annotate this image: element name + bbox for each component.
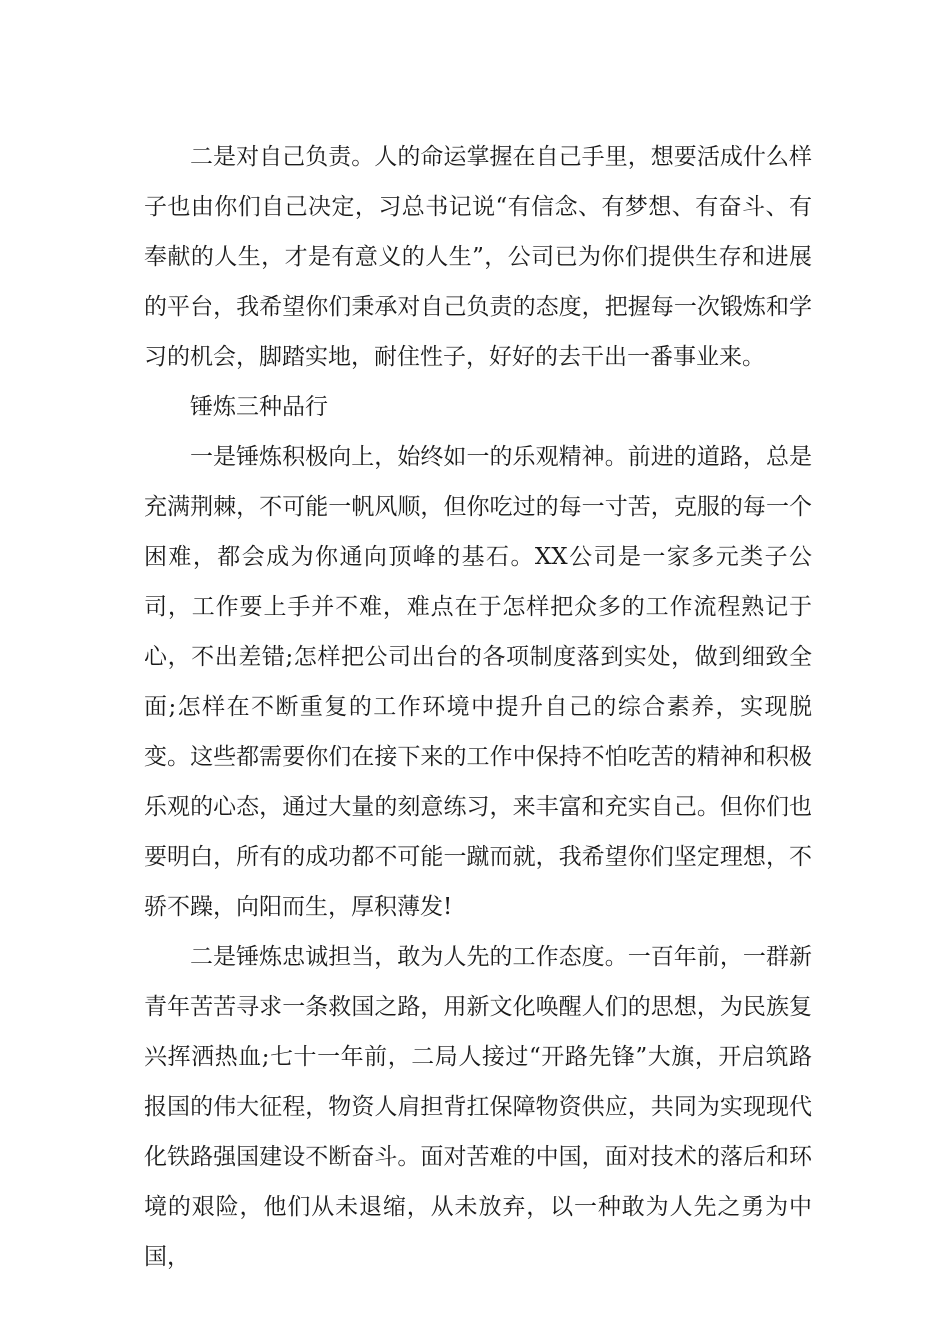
paragraph-responsibility: 二是对自己负责。人的命运掌握在自己手里，想要活成什么样子也由你们自己决定，习总书记说“有信念、有梦想、有奋斗、有奉献的人生，才是有意义的人生”，公司已为你们提供生存和进展的平台，我希望你们秉承对自己负责的态度，把握每一次锻炼和学习的机会，脚踏实地，耐住性子，好好的去干出一番事业来。 [144, 144, 812, 370]
paragraph-loyalty: 二是锤炼忠诚担当，敢为人先的工作态度。一百年前，一群新青年苦苦寻求一条救国之路，用新文化唤醒人们的思想，为民族复兴挥洒热血;七十一年前，二局人接过“开路先锋”大旗，开启筑路报国的伟大征程，物资人肩担背扛保障物资供应，共同为实现现代化铁路强国建设不断奋斗。面对苦难的中国，面对技术的落后和环境的艰险，他们从未退缩，从未放弃，以一种敢为人先之勇为中国， [144, 944, 812, 1270]
paragraph-optimism: 一是锤炼积极向上，始终如一的乐观精神。前进的道路，总是充满荆棘，不可能一帆风顺，但你吃过的每一寸苦，克服的每一个困难，都会成为你通向顶峰的基石。XX公司是一家多元类子公司，工作要上手并不难，难点在于怎样把众多的工作流程熟记于心，不出差错;怎样把公司出台的各项制度落到实处，做到细致全面;怎样在不断重复的工作环境中提升自己的综合素养，实现脱变。这些都需要你们在接下来的工作中保持不怕吃苦的精神和积极乐观的心态，通过大量的刻意练习，来丰富和充实自己。但你们也要明白，所有的成功都不可能一蹴而就，我希望你们坚定理想，不骄不躁，向阳而生，厚积薄发! [144, 444, 812, 920]
document-body [144, 132, 812, 1282]
section-heading: 锤炼三种品行 [190, 394, 328, 420]
